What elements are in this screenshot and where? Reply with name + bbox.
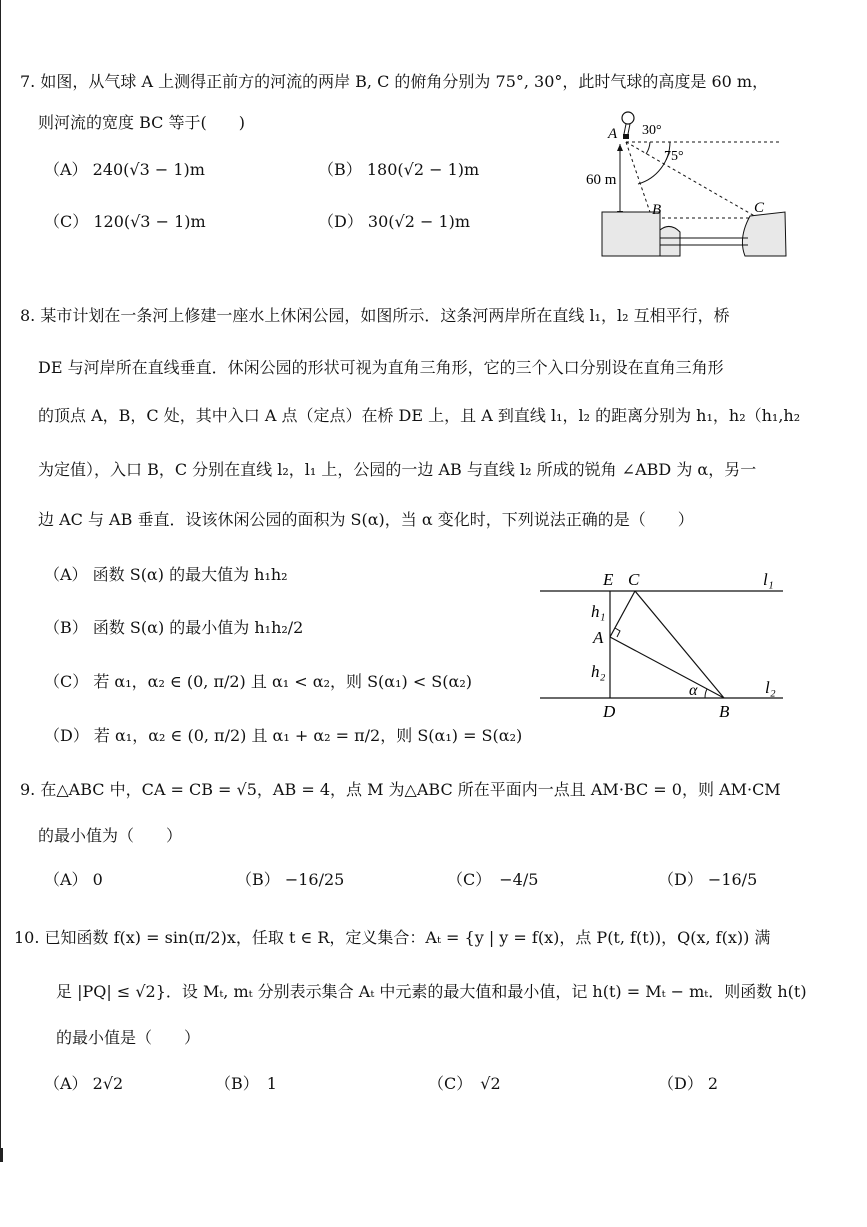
q8-label-b: B <box>719 702 730 721</box>
q7-option-d: （D） 30(√2 − 1)m <box>318 212 471 231</box>
q8-park-figure <box>535 565 790 725</box>
q9-option-a: （A） 0 <box>44 870 103 889</box>
q8-stem-line1: 8. 某市计划在一条河上修建一座水上休闲公园，如图所示．这条河两岸所在直线 l₁，l₂ 互相平行，桥 <box>20 306 730 325</box>
page-left-border <box>0 0 1 1160</box>
q7-label-75deg: 75° <box>664 149 684 164</box>
q7-option-b: （B） 180(√2 − 1)m <box>318 160 480 179</box>
q8-stem-line3: 的顶点 A，B，C 处，其中入口 A 点（定点）在桥 DE 上，且 A 到直线 l₁，l₂ 的距离分别为 h₁，h₂（h₁,h₂ <box>38 406 801 425</box>
q8-stem-line2: DE 与河岸所在直线垂直．休闲公园的形状可视为直角三角形，它的三个入口分别设在直角三角形 <box>38 358 724 377</box>
q9-option-c: （C） −4/5 <box>447 870 539 889</box>
q8-label-l2: l₂ <box>765 678 776 697</box>
q9-stem-line2: 的最小值为（ ） <box>38 826 183 845</box>
q8-option-d: （D） 若 α₁，α₂ ∈ (0, π/2) 且 α₁ + α₂ = π/2，则 S(α₁) = S(α₂) <box>44 726 523 745</box>
q7-option-a: （A） 240(√3 − 1)m <box>44 160 205 179</box>
q8-stem-line4: 为定值），入口 B，C 分别在直线 l₂，l₁ 上，公园的一边 AB 与直线 l₂ 所成的锐角 ∠ABD 为 α，另一 <box>38 460 757 479</box>
q7-label-a: A <box>608 126 618 142</box>
q10-option-b: （B） 1 <box>215 1074 277 1093</box>
q7-label-b: B <box>652 202 662 218</box>
q8-label-a: A <box>593 628 604 647</box>
q9-stem-line1: 9. 在△ABC 中，CA = CB = √5，AB = 4，点 M 为△ABC 所在平面内一点且 AM·BC = 0，则 AM·CM <box>20 780 781 799</box>
q10-stem-line3: 的最小值是（ ） <box>56 1028 201 1047</box>
balloon-icon <box>622 112 634 124</box>
q8-option-a: （A） 函数 S(α) 的最大值为 h₁h₂ <box>44 565 288 584</box>
q10-stem-line2: 足 |PQ| ≤ √2}．设 Mₜ, mₜ 分别表示集合 Aₜ 中元素的最大值和最小值，记 h(t) = Mₜ − mₜ．则函数 h(t) <box>56 982 807 1001</box>
q7-label-30deg: 30° <box>642 123 662 138</box>
q8-stem-line5: 边 AC 与 AB 垂直．设该休闲公园的面积为 S(α)，当 α 变化时，下列说法正确的是（ ） <box>38 510 694 529</box>
q7-balloon-figure <box>580 100 800 265</box>
q7-label-c: C <box>754 200 765 216</box>
q8-label-l1: l₁ <box>763 570 774 589</box>
page-edge-mark <box>0 1148 3 1162</box>
q10-stem-line1: 10. 已知函数 f(x) = sin(π/2)x，任取 t ∈ R，定义集合：Aₜ = {y | y = f(x)，点 P(t, f(t))，Q(x, f(x)) 满 <box>14 928 771 947</box>
q9-option-d: （D） −16/5 <box>658 870 758 889</box>
q7-stem-line1: 7. 如图，从气球 A 上测得正前方的河流的两岸 B, C 的俯角分别为 75°, 30°，此时气球的高度是 60 m， <box>20 72 769 91</box>
q9-option-b: （B） −16/25 <box>236 870 345 889</box>
q7-stem-line2: 则河流的宽度 BC 等于( ) <box>38 113 245 132</box>
q8-option-c: （C） 若 α₁，α₂ ∈ (0, π/2) 且 α₁ < α₂，则 S(α₁) < S(α₂) <box>44 672 472 691</box>
q10-option-d: （D） 2 <box>658 1074 719 1093</box>
q8-label-h1: h₁ <box>591 602 606 621</box>
q8-label-alpha: α <box>689 682 698 699</box>
q10-option-c: （C） √2 <box>428 1074 501 1093</box>
q8-label-e: E <box>603 570 614 589</box>
q7-label-height: 60 m <box>586 172 617 188</box>
q10-option-a: （A） 2√2 <box>44 1074 124 1093</box>
q8-label-d: D <box>603 702 616 721</box>
q7-option-c: （C） 120(√3 − 1)m <box>44 212 206 231</box>
q8-label-c: C <box>628 570 640 589</box>
q8-label-h2: h₂ <box>591 662 606 681</box>
q8-option-b: （B） 函数 S(α) 的最小值为 h₁h₂/2 <box>44 618 304 637</box>
